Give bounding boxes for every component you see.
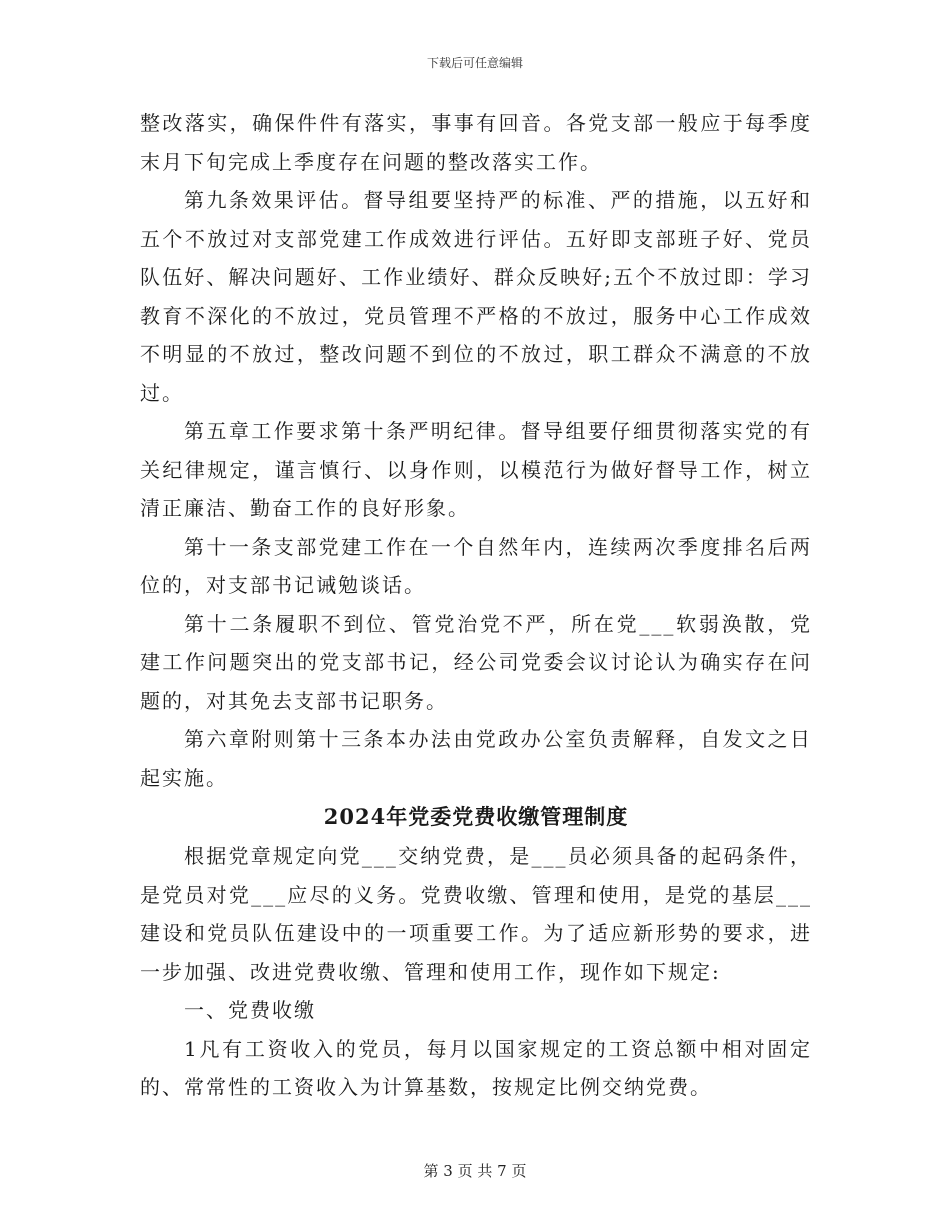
document-body	[140, 104, 812, 1107]
section-heading: 一、党费收缴	[184, 998, 316, 1022]
paragraph: 第九条效果评估。督导组要坚持严的标准、严的措施，以五好和五个不放过对支部党建工作成效进行评估。五好即支部班子好、党员队伍好、解决问题好、工作业绩好、群众反映好;五个不放过即：学习教育不深化的不放过，党员管理不严格的不放过，服务中心工作成效不明显的不放过，整改问题不到位的不放过，职工群众不满意的不放过。	[140, 188, 812, 405]
paragraph: 1凡有工资收入的党员，每月以国家规定的工资总额中相对固定的、常常性的工资收入为计算基数，按规定比例交纳党费。	[140, 1036, 812, 1099]
paragraph: 第十一条支部党建工作在一个自然年内，连续两次季度排名后两位的，对支部书记诫勉谈话。	[140, 534, 812, 597]
paragraph: 第六章附则第十三条本办法由党政办公室负责解释，自发文之日起实施。	[140, 727, 812, 790]
page-number: 第 3 页 共 7 页	[423, 1162, 527, 1180]
paragraph: 第十二条履职不到位、管党治党不严，所在党___软弱涣散，党建工作问题突出的党支部书记，经公司党委会议讨论认为确实存在问题的，对其免去支部书记职务。	[140, 611, 812, 713]
paragraph: 整改落实，确保件件有落实，事事有回音。各党支部一般应于每季度末月下旬完成上季度存在问题的整改落实工作。	[140, 111, 812, 174]
paragraph: 根据党章规定向党___交纳党费，是___员必须具备的起码条件，是党员对党___应尽的义务。党费收缴、管理和使用，是党的基层___建设和党员队伍建设中的一项重要工作。为了适应新形势的要求，进一步加强、改进党费收缴、管理和使用工作，现作如下规定:	[140, 844, 812, 984]
document-title: 2024年党委党费收缴管理制度	[323, 804, 629, 829]
paragraph: 第五章工作要求第十条严明纪律。督导组要仔细贯彻落实党的有关纪律规定，谨言慎行、以身作则，以模范行为做好督导工作，树立清正廉洁、勤奋工作的良好形象。	[140, 419, 812, 520]
header-note: 下载后可任意编辑	[426, 56, 523, 70]
